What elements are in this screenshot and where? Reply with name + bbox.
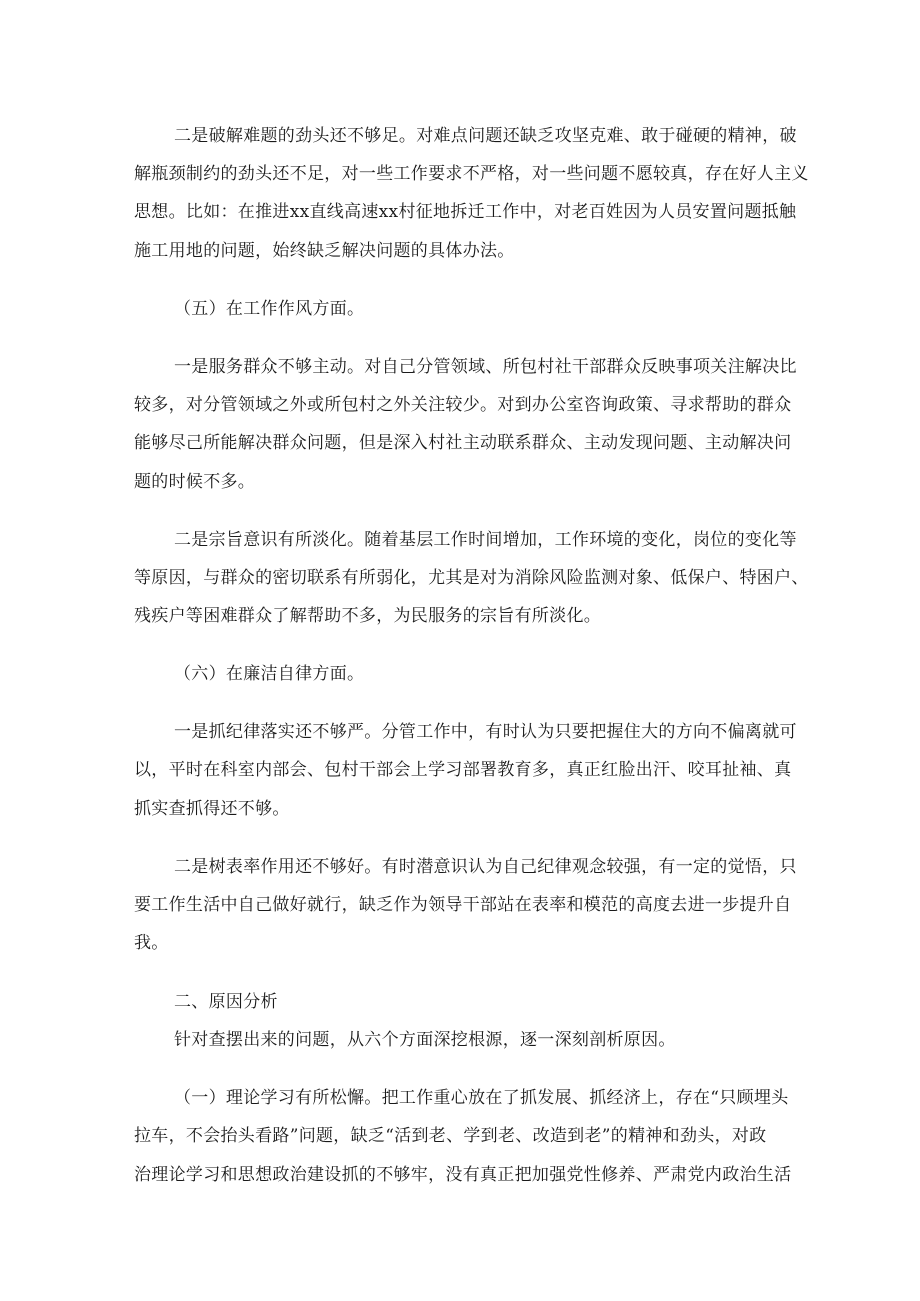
paragraph-line: 二是宗旨意识有所淡化。随着基层工作时间增加，工作环境的变化，岗位的变化等: [174, 530, 797, 550]
paragraph-line: （一）理论学习有所松懈。把工作重心放在了抓发展、抓经济上，存在“只顾埋头: [174, 1088, 789, 1108]
section-heading: （六）在廉洁自律方面。: [174, 664, 365, 684]
paragraph-line: 能够尽己所能解决群众问题，但是深入村社主动联系群众、主动发现问题、主动解决问: [134, 433, 792, 453]
paragraph-line: 等原因，与群众的密切联系有所弱化，尤其是对为消除风险监测对象、低保户、特困户、: [134, 568, 809, 588]
paragraph-line: 施工用地的问题，始终缺乏解决问题的具体办法。: [134, 241, 515, 261]
paragraph-line: 一是抓纪律落实还不够严。分管工作中，有时认为只要把握住大的方向不偏离就可: [174, 722, 797, 742]
paragraph-line: 针对查摆出来的问题，从六个方面深挖根源，逐一深刻剖析原因。: [174, 1030, 676, 1050]
paragraph-line: 解瓶颈制约的劲头还不足，对一些工作要求不严格，对一些问题不愿较真，存在好人主义: [134, 164, 809, 184]
section-heading: 二、原因分析: [174, 992, 278, 1012]
paragraph-line: 拉车，不会抬头看路”问题，缺乏“活到老、学到老、改造到老”的精神和劲头，对政: [134, 1126, 767, 1146]
paragraph-line: 以，平时在科室内部会、包村干部会上学习部署教育多，真正红脸出汗、咬耳扯袖、真: [134, 760, 792, 780]
paragraph-line: 治理论学习和思想政治建设抓的不够牢，没有真正把加强党性修养、严肃党内政治生活: [134, 1165, 792, 1185]
paragraph-line: 二是树表率作用还不够好。有时潜意识认为自己纪律观念较强，有一定的觉悟，只: [174, 857, 797, 877]
paragraph-line: 抓实查抓得还不够。: [134, 799, 290, 819]
section-heading: （五）在工作作风方面。: [174, 299, 365, 319]
paragraph-line: 二是破解难题的劲头还不够足。对难点问题还缺乏攻坚克难、敢于碰硬的精神，破: [174, 126, 797, 146]
paragraph-line: 要工作生活中自己做好就行，缺乏作为领导干部站在表率和模范的高度去进一步提升自: [134, 895, 792, 915]
paragraph-line: 题的时候不多。: [134, 472, 256, 492]
paragraph-line: 残疾户等困难群众了解帮助不多，为民服务的宗旨有所淡化。: [134, 606, 602, 626]
paragraph-line: 思想。比如：在推进xx直线高速xx村征地拆迁工作中，对老百姓因为人员安置问题抵触: [134, 202, 797, 222]
paragraph-line: 我。: [134, 933, 169, 953]
paragraph-line: 一是服务群众不够主动。对自己分管领域、所包村社干部群众反映事项关注解决比: [174, 357, 797, 377]
paragraph-line: 较多，对分管领域之外或所包村之外关注较少。对到办公室咨询政策、寻求帮助的群众: [134, 395, 792, 415]
